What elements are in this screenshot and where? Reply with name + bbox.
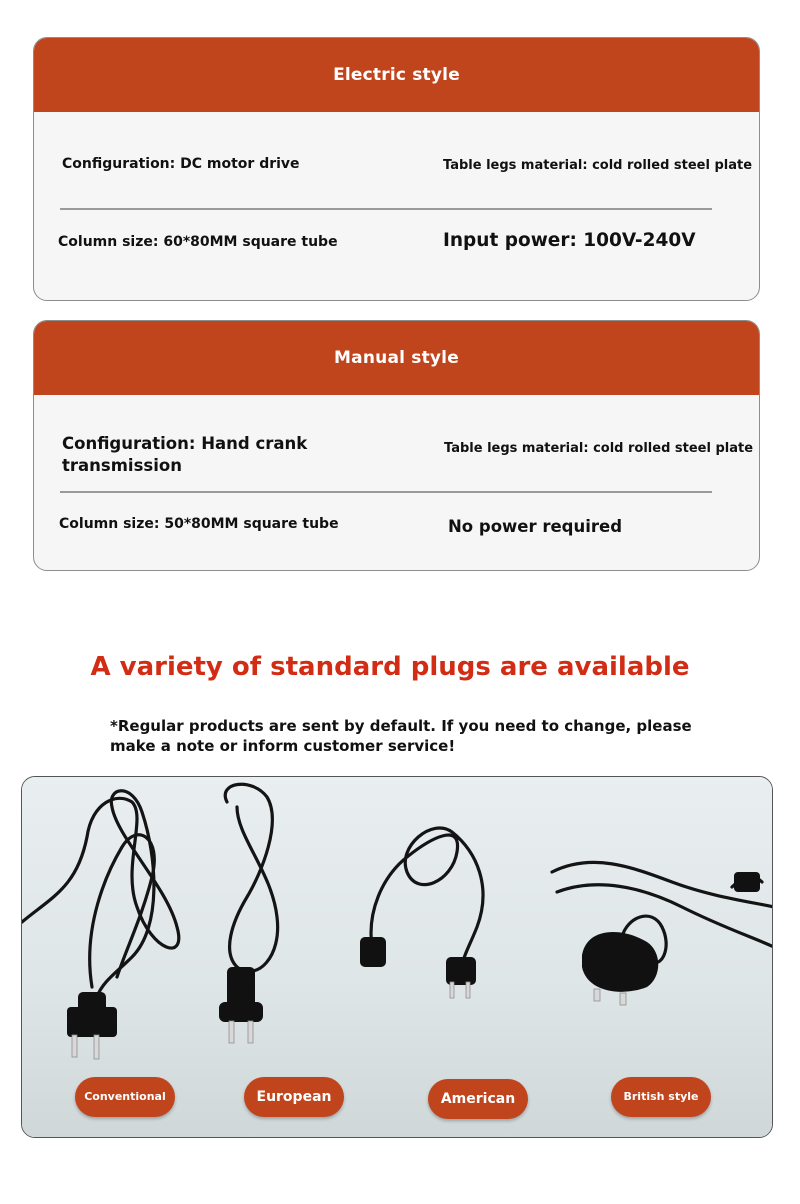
plugs-heading: A variety of standard plugs are available	[90, 652, 690, 682]
electric-legs-material: Table legs material: cold rolled steel plate	[443, 158, 753, 173]
manual-legs-material: Table legs material: cold rolled steel plate	[444, 441, 754, 456]
plugs-photo	[21, 776, 773, 1138]
manual-style-card	[33, 320, 760, 571]
electric-input-power: Input power: 100V-240V	[443, 230, 696, 251]
manual-style-title: Manual style	[34, 321, 759, 395]
manual-power: No power required	[448, 517, 623, 536]
manual-column-size: Column size: 50*80MM square tube	[59, 516, 339, 532]
plug-label-american: American	[428, 1079, 528, 1119]
electric-style-card	[33, 37, 760, 301]
electric-configuration: Configuration: DC motor drive	[62, 156, 300, 172]
plug-label-british: British style	[611, 1077, 711, 1117]
manual-configuration: Configuration: Hand crank transmission	[62, 434, 308, 475]
plugs-note: *Regular products are sent by default. If you need to change, please make a note or inform customer service!	[110, 717, 692, 755]
electric-style-title: Electric style	[34, 38, 759, 112]
manual-divider	[60, 491, 712, 493]
electric-column-size: Column size: 60*80MM square tube	[58, 234, 338, 250]
plug-label-european: European	[244, 1077, 344, 1117]
plug-label-conventional: Conventional	[75, 1077, 175, 1117]
electric-divider	[60, 208, 712, 210]
